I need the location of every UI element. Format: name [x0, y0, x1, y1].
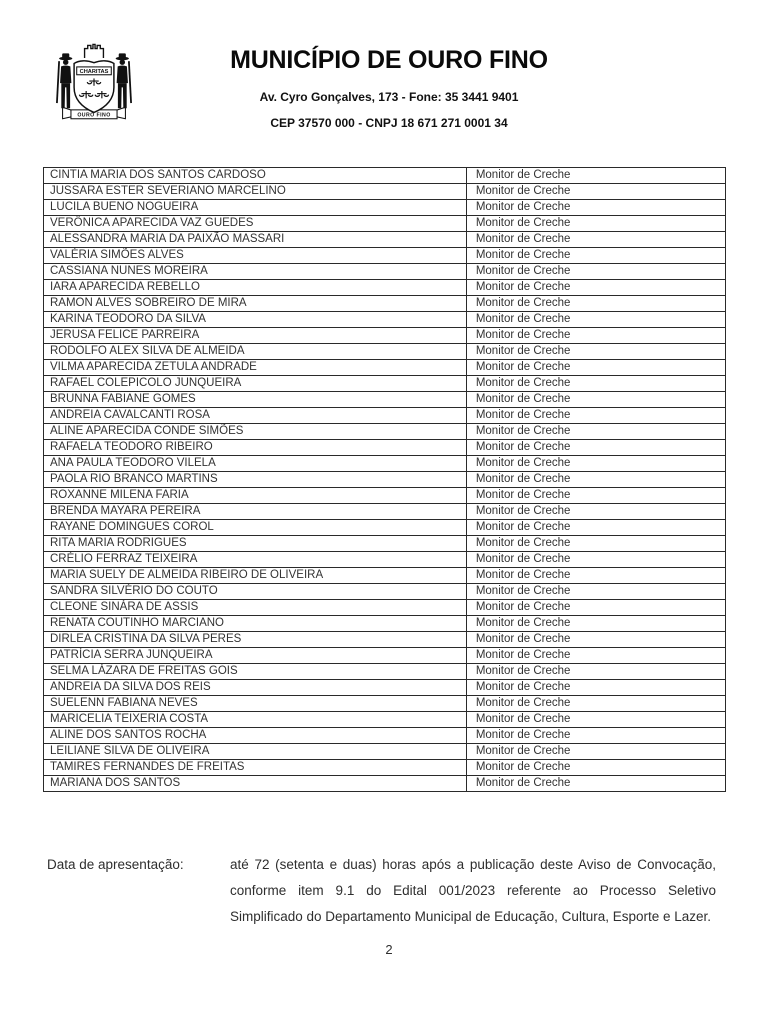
- candidate-name-cell: VERÔNICA APARECIDA VAZ GUEDES: [44, 216, 467, 232]
- candidate-name-cell: RITA MARIA RODRIGUES: [44, 536, 467, 552]
- candidate-name-cell: CRÉLIO FERRAZ TEIXEIRA: [44, 552, 467, 568]
- position-cell: Monitor de Creche: [466, 488, 725, 504]
- position-cell: Monitor de Creche: [466, 776, 725, 792]
- position-cell: Monitor de Creche: [466, 232, 725, 248]
- presentation-date-text: até 72 (setenta e duas) horas após a publicação deste Aviso de Convocação, conforme item 9.1 do Edital 001/2023 referente ao Processo Seletivo Simplificado do Departamento Municipal de Educação, Cultura, Esporte e Lazer.: [230, 857, 716, 924]
- candidate-name-cell: SUELENN FABIANA NEVES: [44, 696, 467, 712]
- table-row: [44, 312, 726, 328]
- position-cell: Monitor de Creche: [466, 216, 725, 232]
- candidate-name-cell: RAFAELA TEODORO RIBEIRO: [44, 440, 467, 456]
- table-row: [44, 360, 726, 376]
- position-cell: Monitor de Creche: [466, 200, 725, 216]
- candidate-name-cell: CASSIANA NUNES MOREIRA: [44, 264, 467, 280]
- position-cell: Monitor de Creche: [466, 600, 725, 616]
- table-row: [44, 664, 726, 680]
- candidate-name-cell: ANDREIA CAVALCANTI ROSA: [44, 408, 467, 424]
- table-row: [44, 184, 726, 200]
- candidate-name-cell: SELMA LÁZARA DE FREITAS GOIS: [44, 664, 467, 680]
- table-row: [44, 408, 726, 424]
- candidate-name-cell: JUSSARA ESTER SEVERIANO MARCELINO: [44, 184, 467, 200]
- table-row: [44, 760, 726, 776]
- presentation-date-label: Data de apresentação:: [47, 857, 184, 872]
- table-row: [44, 728, 726, 744]
- position-cell: Monitor de Creche: [466, 280, 725, 296]
- position-cell: Monitor de Creche: [466, 168, 725, 184]
- table-row: [44, 344, 726, 360]
- position-cell: Monitor de Creche: [466, 392, 725, 408]
- position-cell: Monitor de Creche: [466, 648, 725, 664]
- table-row: [44, 584, 726, 600]
- position-cell: Monitor de Creche: [466, 376, 725, 392]
- position-cell: Monitor de Creche: [466, 456, 725, 472]
- table-row: [44, 552, 726, 568]
- table-row: [44, 280, 726, 296]
- presentation-date-section: [47, 852, 716, 930]
- table-row: [44, 632, 726, 648]
- candidate-name-cell: RENATA COUTINHO MARCIANO: [44, 616, 467, 632]
- candidate-name-cell: RAFAEL COLEPICOLO JUNQUEIRA: [44, 376, 467, 392]
- candidate-name-cell: CINTIA MARIA DOS SANTOS CARDOSO: [44, 168, 467, 184]
- position-cell: Monitor de Creche: [466, 680, 725, 696]
- position-cell: Monitor de Creche: [466, 616, 725, 632]
- candidate-name-cell: CLEONE SINÁRA DE ASSIS: [44, 600, 467, 616]
- table-row: [44, 200, 726, 216]
- position-cell: Monitor de Creche: [466, 632, 725, 648]
- crest-city-text: OURO FINO: [77, 112, 111, 119]
- candidate-name-cell: LUCILA BUENO NOGUEIRA: [44, 200, 467, 216]
- position-cell: Monitor de Creche: [466, 504, 725, 520]
- candidate-name-cell: ALESSANDRA MARIA DA PAIXÃO MASSARI: [44, 232, 467, 248]
- position-cell: Monitor de Creche: [466, 520, 725, 536]
- table-row: [44, 696, 726, 712]
- candidate-name-cell: MARICELIA TEIXERIA COSTA: [44, 712, 467, 728]
- table-row: [44, 328, 726, 344]
- candidate-name-cell: ROXANNE MILENA FARIA: [44, 488, 467, 504]
- table-row: [44, 616, 726, 632]
- candidate-name-cell: MARIANA DOS SANTOS: [44, 776, 467, 792]
- candidate-name-cell: RAYANE DOMINGUES COROL: [44, 520, 467, 536]
- page-title: MUNICÍPIO DE OURO FINO: [230, 46, 548, 74]
- table-row: [44, 536, 726, 552]
- candidate-name-cell: RAMON ALVES SOBREIRO DE MIRA: [44, 296, 467, 312]
- candidate-name-cell: IARA APARECIDA REBELLO: [44, 280, 467, 296]
- position-cell: Monitor de Creche: [466, 552, 725, 568]
- candidate-name-cell: VALÉRIA SIMÕES ALVES: [44, 248, 467, 264]
- table-row: [44, 600, 726, 616]
- candidate-name-cell: SANDRA SILVÉRIO DO COUTO: [44, 584, 467, 600]
- candidate-name-cell: LEILIANE SILVA DE OLIVEIRA: [44, 744, 467, 760]
- candidate-name-cell: KARINA TEODORO DA SILVA: [44, 312, 467, 328]
- position-cell: Monitor de Creche: [466, 344, 725, 360]
- candidate-name-cell: JERUSA FELICE PARREIRA: [44, 328, 467, 344]
- position-cell: Monitor de Creche: [466, 584, 725, 600]
- candidate-name-cell: ANA PAULA TEODORO VILELA: [44, 456, 467, 472]
- table-row: [44, 488, 726, 504]
- table-row: [44, 456, 726, 472]
- table-row: [44, 744, 726, 760]
- position-cell: Monitor de Creche: [466, 408, 725, 424]
- candidate-name-cell: PAOLA RIO BRANCO MARTINS: [44, 472, 467, 488]
- table-row: [44, 776, 726, 792]
- table-row: [44, 216, 726, 232]
- table-row: [44, 376, 726, 392]
- candidate-name-cell: ALINE APARECIDA CONDE SIMÕES: [44, 424, 467, 440]
- table-row: [44, 520, 726, 536]
- position-cell: Monitor de Creche: [466, 312, 725, 328]
- position-cell: Monitor de Creche: [466, 296, 725, 312]
- position-cell: Monitor de Creche: [466, 568, 725, 584]
- table-row: [44, 712, 726, 728]
- table-row: [44, 392, 726, 408]
- candidate-name-cell: TAMIRES FERNANDES DE FREITAS: [44, 760, 467, 776]
- table-row: [44, 296, 726, 312]
- candidate-name-cell: VILMA APARECIDA ZETULA ANDRADE: [44, 360, 467, 376]
- position-cell: Monitor de Creche: [466, 360, 725, 376]
- candidate-name-cell: BRENDA MAYARA PEREIRA: [44, 504, 467, 520]
- position-cell: Monitor de Creche: [466, 248, 725, 264]
- table-row: [44, 680, 726, 696]
- position-cell: Monitor de Creche: [466, 264, 725, 280]
- position-cell: Monitor de Creche: [466, 760, 725, 776]
- position-cell: Monitor de Creche: [466, 472, 725, 488]
- position-cell: Monitor de Creche: [466, 728, 725, 744]
- table-row: [44, 504, 726, 520]
- table-row: [44, 568, 726, 584]
- position-cell: Monitor de Creche: [466, 712, 725, 728]
- candidate-name-cell: PATRÍCIA SERRA JUNQUEIRA: [44, 648, 467, 664]
- table-row: [44, 424, 726, 440]
- page-number: 2: [385, 942, 393, 957]
- position-cell: Monitor de Creche: [466, 184, 725, 200]
- position-cell: Monitor de Creche: [466, 744, 725, 760]
- table-row: [44, 232, 726, 248]
- candidate-name-cell: BRUNNA FABIANE GOMES: [44, 392, 467, 408]
- candidate-name-cell: MARIA SUELY DE ALMEIDA RIBEIRO DE OLIVEIRA: [44, 568, 467, 584]
- candidate-name-cell: ALINE DOS SANTOS ROCHA: [44, 728, 467, 744]
- table-row: [44, 648, 726, 664]
- position-cell: Monitor de Creche: [466, 440, 725, 456]
- candidate-name-cell: ANDREIA DA SILVA DOS REIS: [44, 680, 467, 696]
- cep-cnpj-line: CEP 37570 000 - CNPJ 18 671 271 0001 34: [270, 116, 508, 130]
- candidate-name-cell: RODOLFO ALEX SILVA DE ALMEIDA: [44, 344, 467, 360]
- table-row: [44, 440, 726, 456]
- address-line: Av. Cyro Gonçalves, 173 - Fone: 35 3441 9401: [259, 90, 519, 104]
- position-cell: Monitor de Creche: [466, 536, 725, 552]
- convocation-table-body: [44, 168, 726, 792]
- position-cell: Monitor de Creche: [466, 328, 725, 344]
- table-row: [44, 472, 726, 488]
- position-cell: Monitor de Creche: [466, 696, 725, 712]
- position-cell: Monitor de Creche: [466, 664, 725, 680]
- table-row: [44, 264, 726, 280]
- crest-motto-text: CHARITAS: [79, 69, 109, 76]
- table-row: [44, 248, 726, 264]
- table-row: [44, 168, 726, 184]
- candidate-name-cell: DIRLEA CRISTINA DA SILVA PERES: [44, 632, 467, 648]
- convocation-table: [43, 167, 726, 792]
- position-cell: Monitor de Creche: [466, 424, 725, 440]
